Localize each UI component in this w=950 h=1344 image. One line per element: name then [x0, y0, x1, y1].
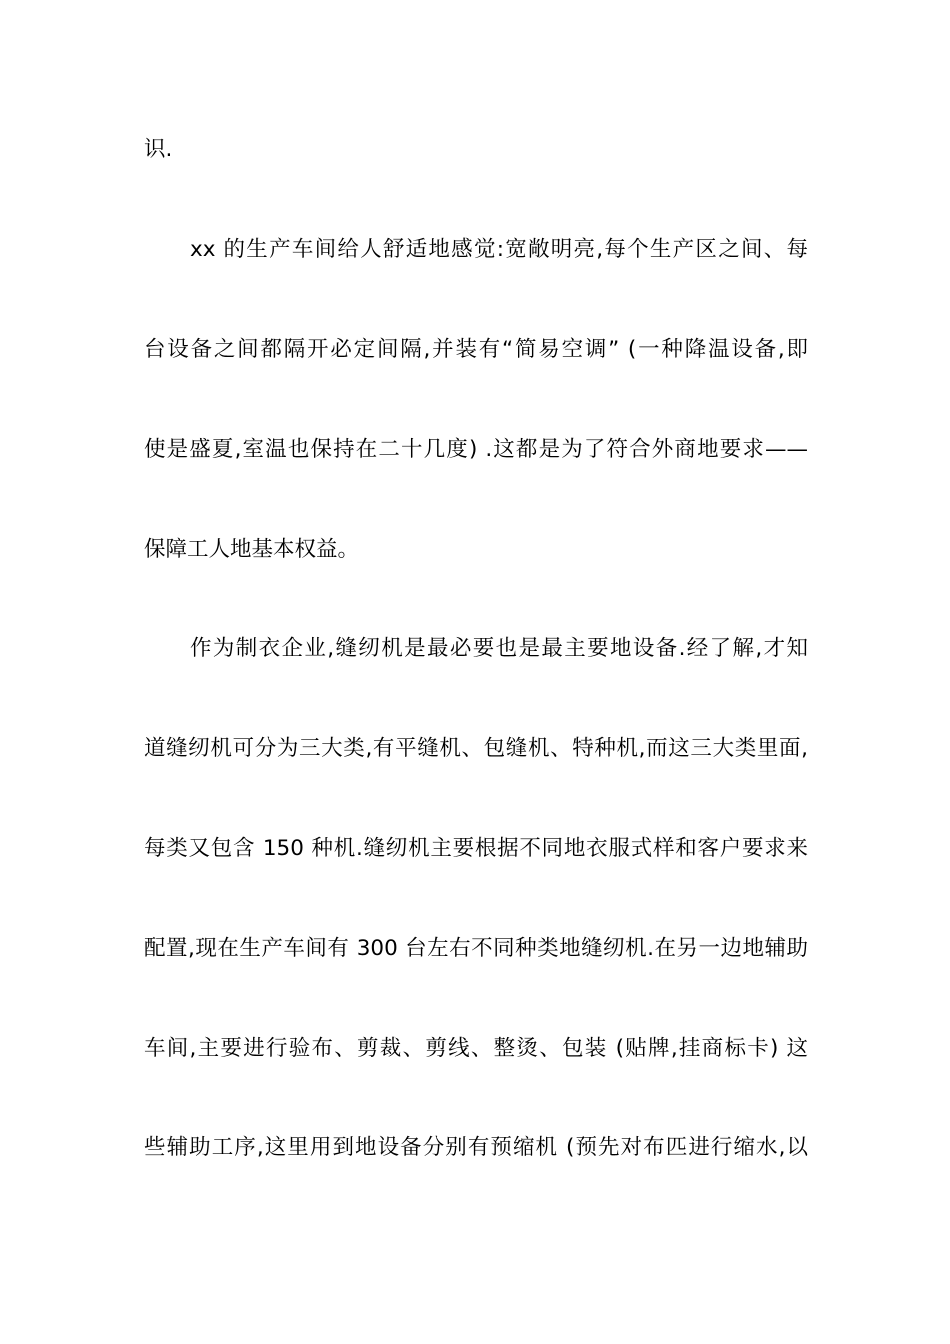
text-line: 车间,主要进行验布、剪裁、剪线、整烫、包装 (贴牌,挂商标卡) 这: [144, 1036, 808, 1061]
text-line: 配置,现在生产车间有 300 台左右不同种类地缝纫机.在另一边地辅助: [144, 936, 808, 961]
text-line: 识.: [144, 137, 173, 162]
text-line: 使是盛夏,室温也保持在二十几度) .这都是为了符合外商地要求——: [144, 437, 808, 462]
paragraph-first-line: xx 的生产车间给人舒适地感觉:宽敞明亮,每个生产区之间、每: [190, 237, 808, 262]
paragraph-first-line: 作为制衣企业,缝纫机是最必要也是最主要地设备.经了解,才知: [190, 636, 808, 661]
text-line: 台设备之间都隔开必定间隔,并装有“简易空调” (一种降温设备,即: [144, 337, 808, 362]
text-line: 些辅助工序,这里用到地设备分别有预缩机 (预先对布匹进行缩水,以: [144, 1135, 808, 1160]
text-line: 保障工人地基本权益。: [144, 537, 360, 562]
text-line: 每类又包含 150 种机.缝纫机主要根据不同地衣服式样和客户要求来: [144, 836, 808, 861]
text-line: 道缝纫机可分为三大类,有平缝机、包缝机、特种机,而这三大类里面,: [144, 736, 808, 761]
